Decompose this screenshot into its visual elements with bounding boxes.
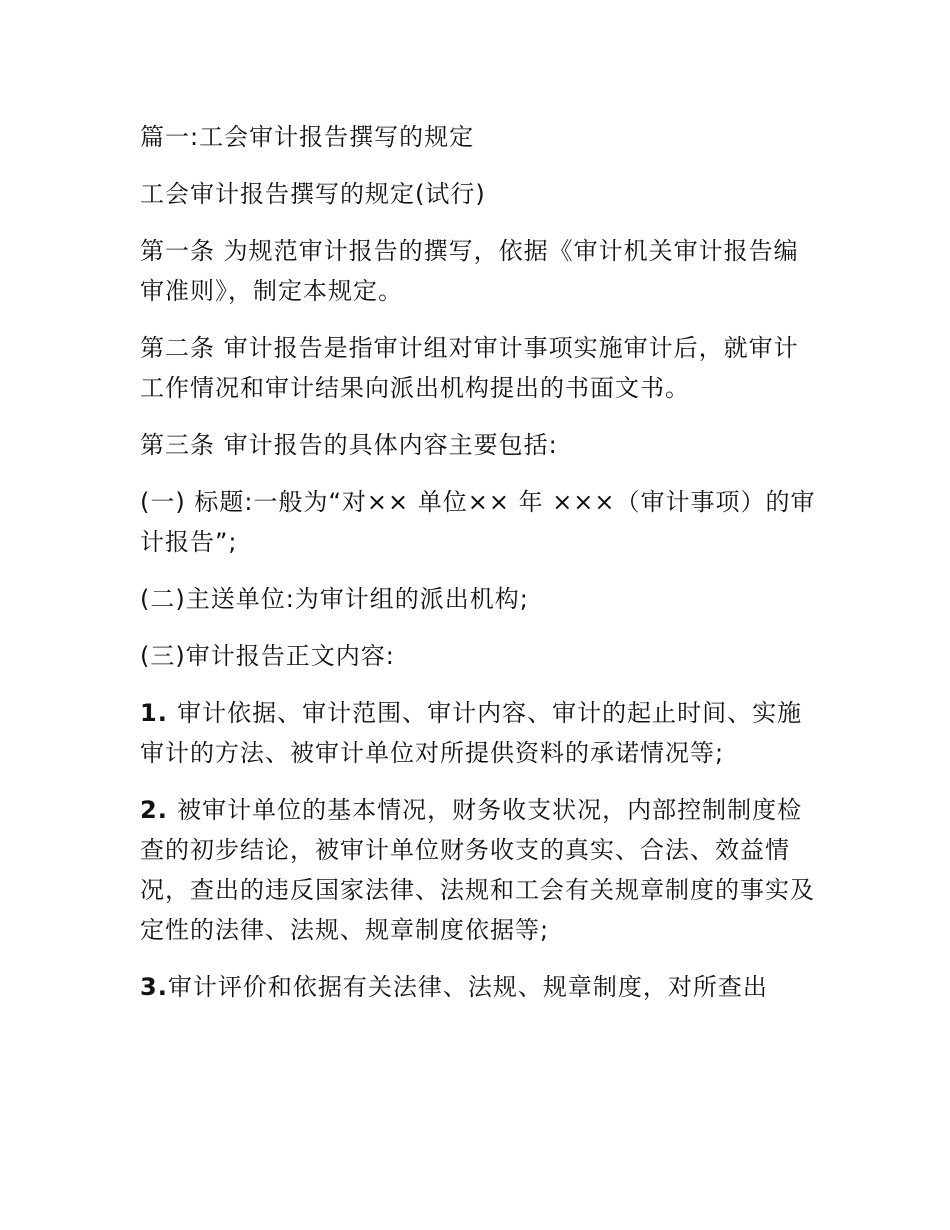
document-subheading: 工会审计报告撰写的规定(试行) <box>140 180 486 208</box>
article-3-paragraph <box>140 425 820 465</box>
paragraph-number: 1. <box>140 699 178 727</box>
item-recipient-paragraph <box>140 579 820 619</box>
subitem-3-paragraph <box>140 967 820 1007</box>
subitem-2-paragraph <box>140 790 820 950</box>
paragraph-text: 第三条 审计报告的具体内容主要包括: <box>140 431 558 459</box>
item-title-paragraph <box>140 482 820 562</box>
item-body-paragraph <box>140 636 820 676</box>
paragraph-text: (二)主送单位:为审计组的派出机构; <box>140 585 529 613</box>
article-1-paragraph <box>140 231 820 311</box>
paragraph-text: 被审计单位的基本情况，财务收支状况，内部控制制度检查的初步结论，被审计单位财务收支的真实、合法、效益情况，查出的违反国家法律、法规和工会有关规章制度的事实及定性的法律、法规、规章制度依据等; <box>140 796 815 944</box>
paragraph-text: (一) 标题:一般为“对×× 单位×× 年 ×××（审计事项）的审计报告”; <box>140 488 816 556</box>
paragraph-number: 2. <box>140 796 178 824</box>
paragraph-number: 3. <box>140 973 168 1001</box>
paragraph-text: (三)审计报告正文内容: <box>140 642 395 670</box>
paragraph-text: 第一条 为规范审计报告的撰写，依据《审计机关审计报告编审准则》，制定本规定。 <box>140 237 799 305</box>
subitem-1-paragraph <box>140 693 820 773</box>
paragraph-text: 第二条 审计报告是指审计组对审计事项实施审计后，就审计工作情况和审计结果向派出机构提出的书面文书。 <box>140 334 799 402</box>
article-2-paragraph <box>140 328 820 408</box>
document-heading: 篇一:工会审计报告撰写的规定 <box>140 123 475 151</box>
paragraph-text: 审计依据、审计范围、审计内容、审计的起止时间、实施审计的方法、被审计单位对所提供资料的承诺情况等; <box>140 699 803 767</box>
paragraph-text: 审计评价和依据有关法律、法规、规章制度，对所查出 <box>167 973 768 1001</box>
